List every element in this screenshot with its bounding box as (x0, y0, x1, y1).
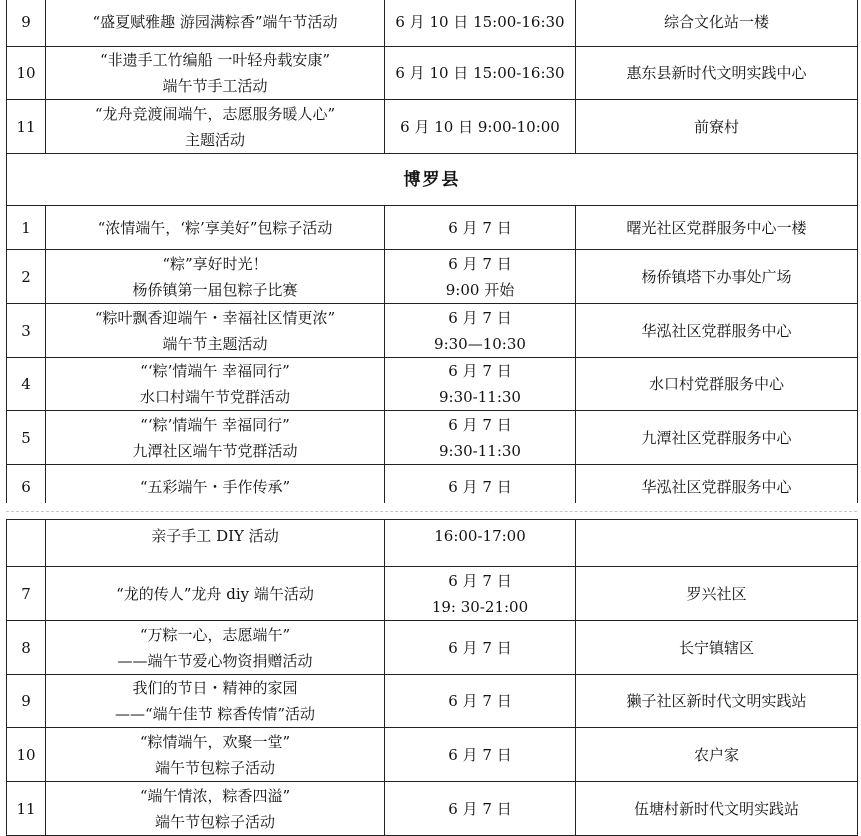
activity-time: 6 月 10 日 9:00-10:00 (385, 100, 576, 154)
activity-name: “粽叶飘香迎端午・幸福社区情更浓” 端午节主题活动 (46, 304, 385, 358)
row-number: 10 (7, 47, 46, 100)
activity-time: 16:00-17:00 (385, 520, 576, 567)
activity-name: 我们的节日・精神的家园 ——“端午佳节 粽香传情”活动 (46, 675, 385, 728)
activity-name: “龙舟竞渡闹端午，志愿服务暖人心” 主题活动 (46, 100, 385, 154)
continuation-row (7, 520, 858, 567)
table-row (7, 100, 858, 154)
row-number: 1 (7, 206, 46, 250)
row-number: 9 (7, 0, 46, 47)
row-number: 7 (7, 567, 46, 621)
activity-place: 华泓社区党群服务中心 (576, 465, 858, 510)
table-row (7, 782, 858, 836)
table-row (7, 411, 858, 465)
table-row (7, 567, 858, 621)
activity-time: 6 月 10 日 15:00-16:30 (385, 47, 576, 100)
activity-place: 杨侨镇塔下办事处广场 (576, 250, 858, 304)
activity-time: 6 月 7 日 9:30-11:30 (385, 411, 576, 465)
row-number: 3 (7, 304, 46, 358)
activity-time: 6 月 10 日 15:00-16:30 (385, 0, 576, 47)
row-number: 11 (7, 782, 46, 836)
activity-place: 华泓社区党群服务中心 (576, 304, 858, 358)
activity-time: 6 月 7 日 9:30-11:30 (385, 358, 576, 411)
region-heading: 博罗县 (7, 154, 858, 206)
activity-name: “‘粽’情端午 幸福同行” 水口村端午节党群活动 (46, 358, 385, 411)
activity-place: 獭子社区新时代文明实践站 (576, 675, 858, 728)
activity-name: “浓情端午，‘粽’享美好”包粽子活动 (46, 206, 385, 250)
row-number: 8 (7, 621, 46, 675)
activity-time: 6 月 7 日 9:30—10:30 (385, 304, 576, 358)
activity-place: 水口村党群服务中心 (576, 358, 858, 411)
activity-name: 亲子手工 DIY 活动 (46, 520, 385, 567)
activity-place: 前寮村 (576, 100, 858, 154)
activity-name: “龙的传人”龙舟 diy 端午活动 (46, 567, 385, 621)
activity-place: 农户家 (576, 728, 858, 782)
row-number (7, 520, 46, 567)
activity-place: 惠东县新时代文明实践中心 (576, 47, 858, 100)
table-row (7, 47, 858, 100)
activity-place: 伍塘村新时代文明实践站 (576, 782, 858, 836)
row-number: 10 (7, 728, 46, 782)
activity-time: 6 月 7 日 9:00 开始 (385, 250, 576, 304)
activity-time: 6 月 7 日 (385, 782, 576, 836)
page-divider (6, 511, 857, 512)
table-row (7, 304, 858, 358)
activity-time: 6 月 7 日 19: 30-21:00 (385, 567, 576, 621)
table-row (7, 621, 858, 675)
activity-name: “五彩端午・手作传承” (46, 465, 385, 510)
events-table-top (6, 0, 858, 510)
table-row (7, 358, 858, 411)
activity-name: “万粽一心，志愿端午” ——端午节爱心物资捐赠活动 (46, 621, 385, 675)
activity-name: “非遗手工竹编船 一叶轻舟载安康” 端午节手工活动 (46, 47, 385, 100)
events-table-bottom (6, 519, 858, 836)
row-number: 2 (7, 250, 46, 304)
activity-place: 罗兴社区 (576, 567, 858, 621)
activity-time: 6 月 7 日 (385, 621, 576, 675)
activity-name: “‘粽’情端午 幸福同行” 九潭社区端午节党群活动 (46, 411, 385, 465)
activity-place: 长宁镇辖区 (576, 621, 858, 675)
region-heading-row (7, 154, 858, 206)
table-row (7, 250, 858, 304)
activity-place: 九潭社区党群服务中心 (576, 411, 858, 465)
activity-time: 6 月 7 日 (385, 465, 576, 510)
activity-time: 6 月 7 日 (385, 675, 576, 728)
activity-place: 综合文化站一楼 (576, 0, 858, 47)
activity-time: 6 月 7 日 (385, 206, 576, 250)
row-number: 11 (7, 100, 46, 154)
activity-name: “粽情端午，欢聚一堂” 端午节包粽子活动 (46, 728, 385, 782)
table-row (7, 206, 858, 250)
activity-place: 曙光社区党群服务中心一楼 (576, 206, 858, 250)
row-number: 6 (7, 465, 46, 510)
activity-name: “端午情浓，粽香四溢” 端午节包粽子活动 (46, 782, 385, 836)
row-number: 9 (7, 675, 46, 728)
table-row (7, 675, 858, 728)
activity-place (576, 520, 858, 567)
table-row (7, 728, 858, 782)
activity-time: 6 月 7 日 (385, 728, 576, 782)
row-number: 4 (7, 358, 46, 411)
table-row (7, 0, 858, 47)
row-number: 5 (7, 411, 46, 465)
activity-name: “粽”享好时光！ 杨侨镇第一届包粽子比赛 (46, 250, 385, 304)
activity-name: “盛夏赋雅趣 游园满粽香”端午节活动 (46, 0, 385, 47)
